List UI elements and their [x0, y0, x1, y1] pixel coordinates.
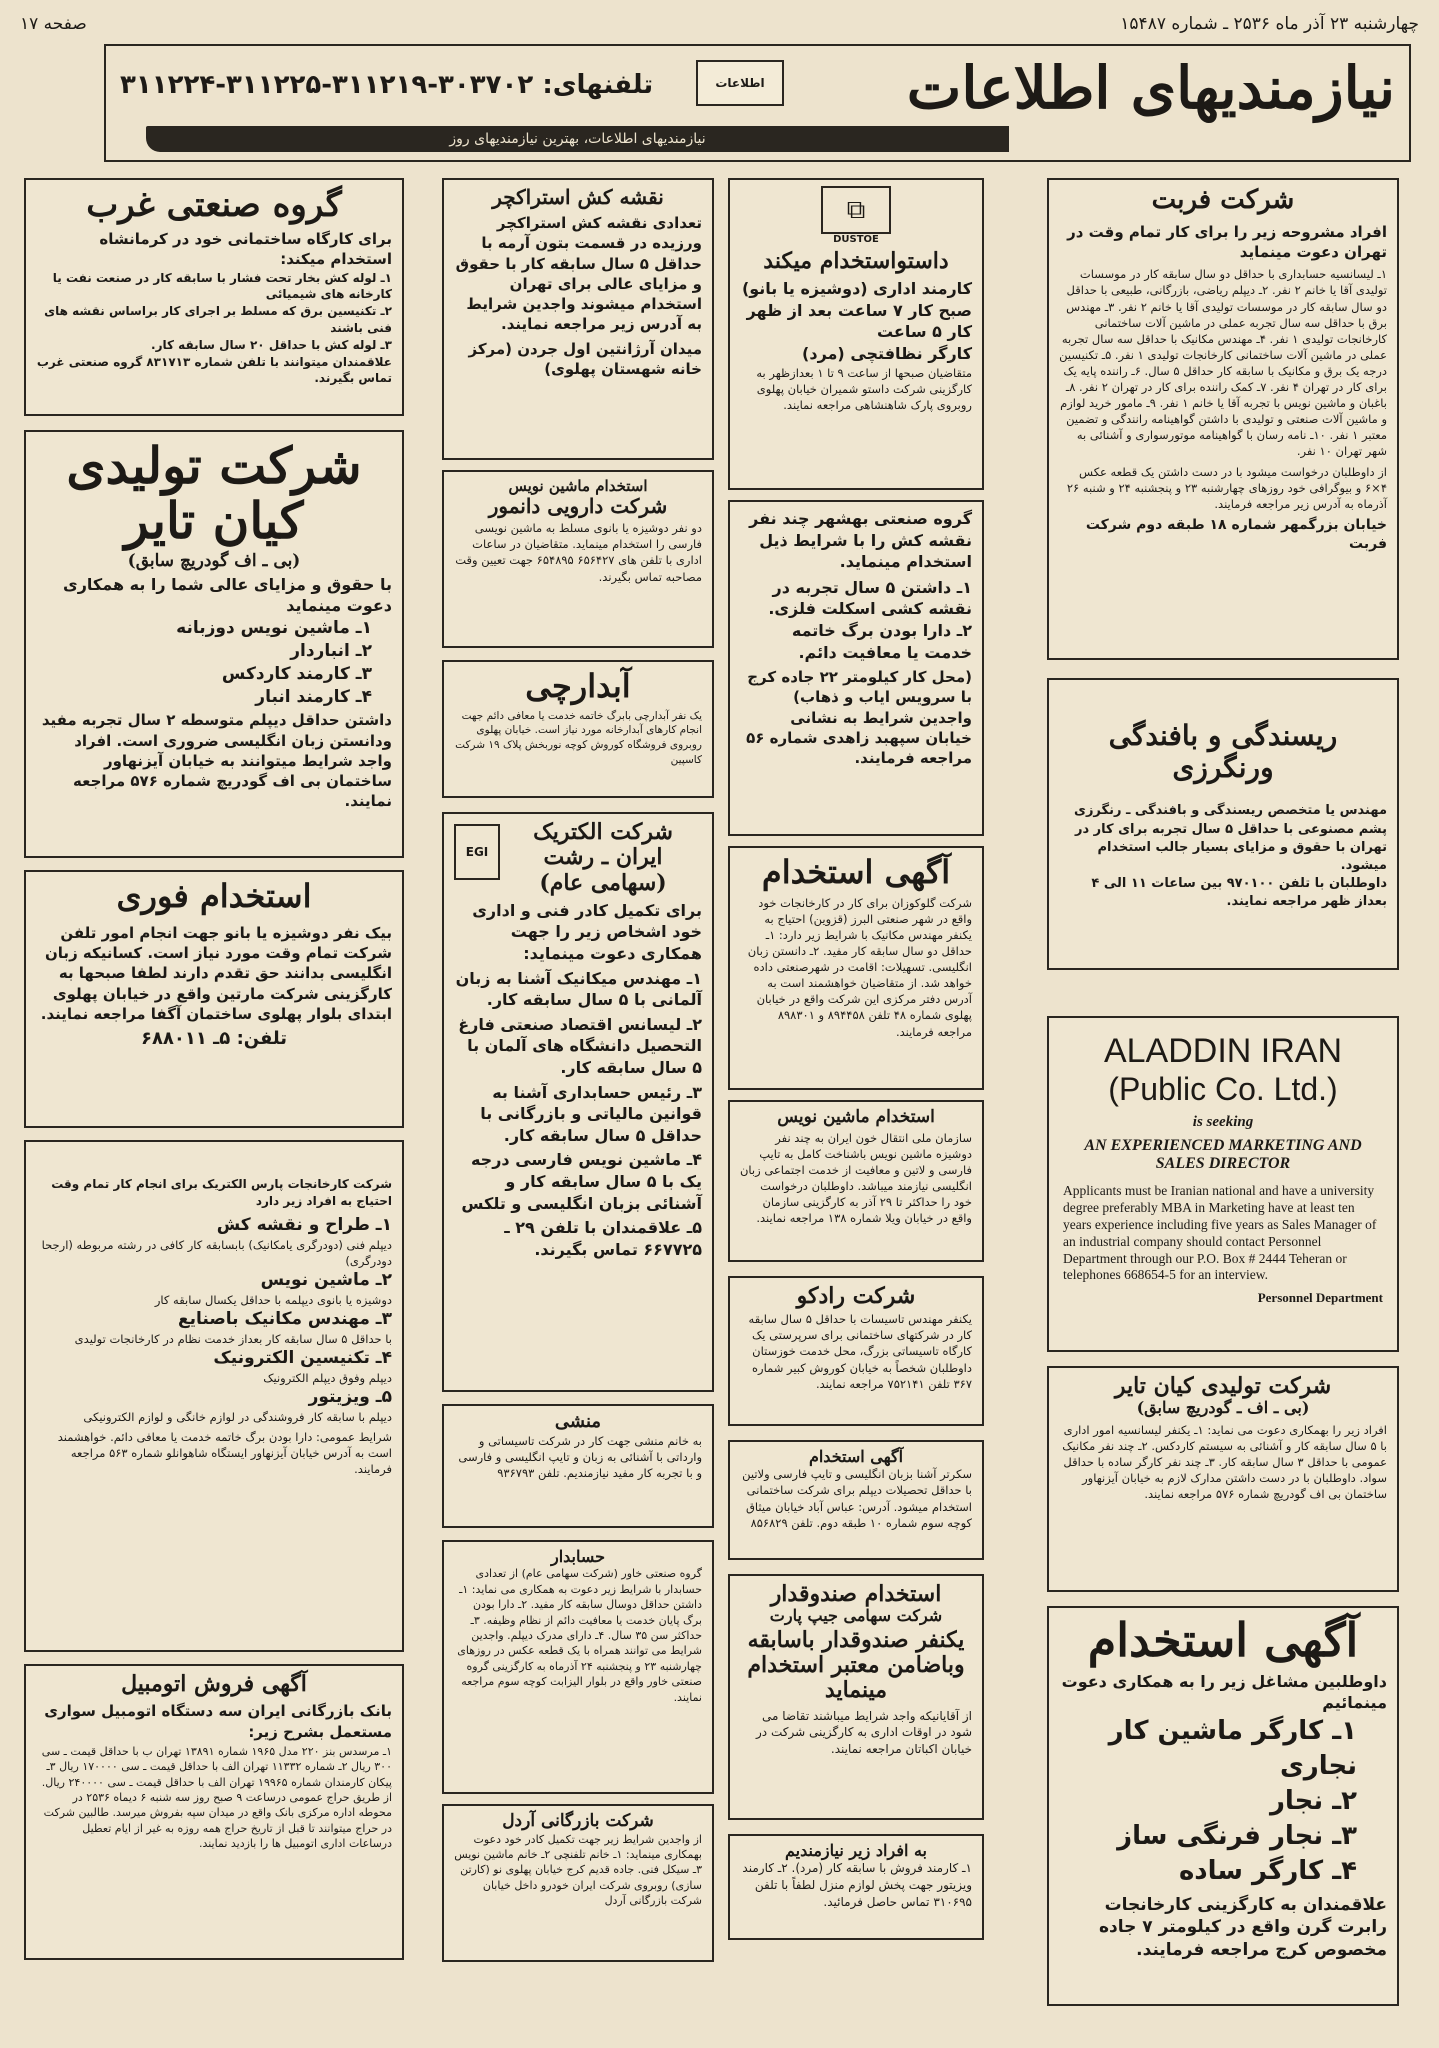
ad-ardel [442, 1804, 714, 1962]
job-item: ۴ـ تکنیسین الکترونیک [213, 1347, 392, 1368]
phone-numbers: تلفنهای: ۳۰۳۷۰۲-۳۱۱۲۱۹-۳۱۱۲۲۵-۳۱۱۲۲۴ [120, 70, 654, 100]
ad-agahi-glucosan [728, 846, 984, 1090]
req-item: ۱ـ مهندس میکانیک آشنا به زبان آلمانی با ۵ سال سابقه کار. [455, 968, 702, 1010]
ad-naghshekesh [442, 178, 714, 460]
ad-title: شرکت بازرگانی آردل [502, 1811, 654, 1831]
ad-title: شرکت فربت [1151, 185, 1295, 215]
masthead [104, 44, 1411, 162]
ad-intro: افراد مشروحه زیر را برای کار تمام وقت در تهران دعوت مینماید [1067, 222, 1387, 262]
ad-title: آبدارچی [525, 667, 631, 705]
job-item: ۱ـ ماشین نویس دوزبانه [176, 617, 372, 638]
ad-body: بیک نفر دوشیزه یا بانو جهت انجام امور تلفن شرکت تمام وقت مورد نیاز است. کسانیکه زبان انگلیسی بدانند حق تقدم دارند لطفا صبحها به کارگزینی شرکت مارتین واقع در خیابان پهلوی ابتدای بلوار پهلوی ساختمان آگفا مراجعه نمایند. [40, 923, 392, 1023]
ad-dustoe [728, 178, 984, 490]
req-item: ۲ـ لیسانس اقتصاد صنعتی فارغ التحصیل دانشگاه های آلمان با ۵ سال سابقه کار. [458, 1014, 702, 1078]
ad-intro: شرکت کارخانجات پارس الکتریک برای انجام کار تمام وقت احتیاج به افراد زیر دارد [51, 1177, 392, 1208]
ad-body: ۱ـ مرسدس بنز ۲۲۰ مدل ۱۹۶۵ شماره ۱۳۸۹۱ تهران ب با حداقل قیمت ـ سی ۳۰۰ ریال ۲ـ شماره ۱۱۳۳۲ تهران الف با حداقل قیمت ـ سی ۱۷۰۰۰۰ ریال ۳ـ پیکان کارمندان شماره ۱۹۹۶۵ تهران الف با حداقل قیمت ـ سی ۲۴۰۰۰۰ ریال. از طریق حراج عمومی درساعت ۹ صبح روز سه شنبه ۶ دیماه ۲۵۳۶ در محوطه اداره مرکزی بانک واقع در میدان سپه بفروش میرسد. طالبین شرکت در حراج میتوانند تا قبل از تاریخ حراج همه روزه به غیر از ایام تعطیل درساعات اداری اتومبیل ها را بازدید نمایند. [41, 1744, 392, 1851]
ad-address: خیابان بزرگمهر شماره ۱۸ طبقه دوم شرکت فربت [1085, 516, 1387, 552]
ad-pars [24, 1140, 404, 1652]
ad-body: سکرتر آشنا بزبان انگلیسی و تایپ فارسی ولاتین با حداقل تحصیلات دیپلم برای شرکت ساختمانی استخدام میشود. آدرس: عباس آباد خیابان میثاق کوچه سوم شماره ۱۰ طبقه دوم. تلفن ۸۵۶۸۲۹ [742, 1467, 972, 1530]
ad-radco [728, 1276, 984, 1426]
ad-title: شرکت تولیدی کیان تایر [66, 436, 362, 550]
job-item: ۲ـ انباردار [290, 640, 372, 661]
ad-blood [728, 1100, 984, 1262]
ad-farbod [1047, 178, 1399, 660]
ad-note: (محل کار کیلومتر ۲۲ جاده کرج با سرویس ایاب و ذهاب) واجدین شرایط به نشانی خیابان سپهبد زاهدی شماره ۵۶ مراجعه فرمایند. [746, 668, 972, 768]
ad-electric [442, 812, 714, 1392]
job-item: ۴ـ کارمند انبار [255, 686, 372, 707]
newspaper-logo: اطلاعات [696, 60, 784, 106]
ad-title: آگهی فروش اتومبیل [121, 1671, 307, 1697]
req-item: ۱ـ لوله کش بخار تحت فشار با سابقه کار در صنعت نفت یا کارخانه های شیمیائی [52, 270, 392, 302]
job-item: ۱ـ طراح و نقشه کش [216, 1214, 392, 1235]
ad-body: شرکت گلوکوزان برای کار در کارخانجات خود واقع در شهر صنعتی البرز (قزوین) احتیاج به یکنفر مهندس مکانیک با شرایط زیر دارد: ۱ـ حداقل دو سال سابقه کار مفید. ۲ـ دانستن زبان انگلیسی. تسهیلات: اقامت در شهرصنعتی داده خواهد شد. از متقاضیان خواهشمند است به آدرس دفتر مرکزی این شرکت واقع در خیابان پهلوی شماره ۴۸ تلفن ۸۹۴۴۵۸ و ۸۹۸۳۰۱ مراجعه فرمایند. [747, 895, 972, 1039]
ad-body: گروه صنعتی خاور (شرکت سهامی عام) از تعدادی حسابدار با شرایط زیر دعوت به همکاری می نماید: ۱ـ داشتن حداقل دوسال سابقه کار مفید. ۲ـ دارا بودن برگ پایان خدمت یا معافیت دائم از نظام وظیفه. ۳ـ حداکثر سن ۳۵ سال. ۴ـ دارای مدرک دیپلم. واجدین شرایط می توانند همراه با یک قطعه عکس در روزهای چهارشنبه ۲۳ و پنجشنبه ۲۴ آذرماه به کارگزینی گروه صنعتی خاور واقع در بلوار الیزابت کوچه سوم مراجعه نمایند. [457, 1567, 702, 1704]
ad-body: مهندس یا متخصص ریسندگی و بافندگی ـ رنگرزی پشم مصنوعی با حداقل ۵ سال تجربه برای کار در تهران با حقوق و مزایای بسیار جالب استخدام میشود. [1074, 803, 1387, 873]
ad-rismandegi [1047, 678, 1399, 970]
ad-address: میدان آرژانتین اول جردن (مرکز خانه شهستان پهلوی) [468, 339, 702, 378]
ad-title: آگهی استخدام [1087, 1613, 1359, 1667]
ad-items: ۱ـ لیسانسیه حسابداری با حداقل دو سال سابقه کار در موسسات تولیدی آقا یا خانم ۲ نفر. ۲ـ دیپلم ریاضی، بازرگانی، طبیعی با حداقل دو سال سابقه کار در موسسات تولیدی آقا یا خانم ۲ نفر. ۳ـ مهندس برق با حداقل سه سال تجربه عملی در ماشین آلات ساختمانی کارخانجات تولیدی ۱ نفر. ۴ـ مهندس مکانیک با حداقل سه سال تجربه عملی در ماشین آلات ساختمانی کارخانجات تولیدی ۱ نفر. ۵ـ تکنیسین درجه یک برق و مکانیک با سابقه کار حداقل ۵ سال. ۶ـ راننده پایه یک برای کار در تهران ۴ نفر. ۷ـ کمک راننده برای کار در تهران ۲ نفر. ۸ـ باغبان و ماشین نویس با تجربه آقا یا خانم ۱ نفر. ۹ـ مامور خرید لوازم و ماشین آلات صنعتی و تولیدی با داشتن گواهینامه رانندگی و تضمین معتبر ۱ نفر. ۱۰ـ نامه رسان با گواهینامه موتورسواری و آشنائی به شهر تهران ۱۰ نفر. [1059, 267, 1387, 459]
ad-title: داستواستخدام میکند [763, 248, 949, 274]
ad-body: کارمند اداری (دوشیزه یا بانو) صبح کار ۷ ساعت بعد از ظهر کار ۵ ساعت [741, 279, 972, 342]
job-item: ۵ـ ویزیتور [308, 1386, 392, 1407]
ad-phone: تلفن: ۵ـ ۶۸۸۰۱۱ [140, 1028, 288, 1050]
job-item: ۲ـ نجار [1269, 1786, 1357, 1817]
ad-kiantire-small [1047, 1366, 1399, 1592]
ad-subtitle: (بی ـ اف ـ گودریچ سابق) [1136, 1398, 1310, 1418]
ad-title: نقشه کش استراکچر [492, 185, 664, 209]
ad-jeep [728, 1574, 984, 1820]
ad-title: آگهی استخدام [808, 1447, 904, 1466]
ad-body: دو نفر دوشیزه یا بانوی مسلط به ماشین نویسی فارسی را استخدام مینماید. متقاضیان در ساعات اداری با تلفن های ۶۵۶۴۲۷ ۶۵۴۸۹۵ جهت تعیین وقت مصاحبه تماس بگیرند. [455, 521, 702, 584]
ad-body: یک نفر آبدارچی بابرگ خاتمه خدمت یا معافی دائم جهت انجام کارهای آبدارخانه مورد نیاز است. خیابان پهلوی روبروی فروشگاه کوروش کوچه نوربخش پلاک ۱۹ شرکت کاسپین [455, 709, 702, 766]
req-item: ۳ـ لوله کش با حداقل ۲۰ سال سابقه کار. [151, 337, 392, 352]
ad-intro: با حقوق و مزایای عالی شما را به همکاری دعوت مینماید [63, 574, 392, 616]
job-item: ۲ـ ماشین نویس [260, 1269, 392, 1290]
req-item: ۴ـ ماشین نویس فارسی درجه یک با ۵ سال سابقه کار و آشنائی بزبان انگلیسی و تلکس [461, 1150, 702, 1213]
ad-body: سازمان ملی انتقال خون ایران به چند نفر دوشیزه ماشین نویس باشناخت کامل به تایپ فارسی و لاتین و معافیت از خدمت اجتماعی زبان انگلیسی نیازمند میباشد. داوطلبان درخواست خود را حداکثر تا ۲۹ آذر به کارگزینی سازمان واقع در خیابان ویلا شماره ۱۳۸ مراجعه نمایند. [739, 1130, 972, 1226]
company-name: ALADDIN IRAN [1103, 1032, 1343, 1070]
req-item: ۱ـ داشتن ۵ سال تجربه در نقشه کشی اسکلت فلزی. [768, 577, 972, 619]
ad-daroui [442, 470, 714, 648]
ad-footer: شرایط عمومی: دارا بودن برگ خاتمه خدمت یا معافی دائم. خواهشمند است به آدرس خیابان آیزنهاور ایستگاه شاهوانلو شماره ۵۶۳ مراجعه فرمایند. [57, 1429, 392, 1477]
ad-contact: علاقمندان میتوانند با تلفن شماره ۸۳۱۷۱۳ گروه صنعتی غرب تماس بگیرند. [36, 354, 392, 386]
ad-contact: متقاضیان صبحها از ساعت ۹ تا ۱ بعدازظهر به کارگزینی شرکت داستو شمیران خیابان پهلوی روبروی پارک شاهنشاهی مراجعه نمایند. [756, 365, 972, 412]
logo-text: DUSTOE [833, 234, 879, 245]
signature: Personnel Department [1257, 1290, 1383, 1306]
ad-fori [24, 870, 404, 1128]
ad-headline: یکنفر صندوقدار باسابقه وباضامن معتبر استخدام مینماید [747, 1626, 965, 1704]
ad-title: شرکت الکتریک ایران ـ رشت (سهامی عام) [533, 819, 673, 896]
position-title: AN EXPERIENCED MARKETING AND SALES DIRECTOR [1084, 1137, 1362, 1172]
req-item: ۳ـ رئیس حسابداری آشنا به قوانین مالیاتی و بازرگانی با حداقل ۵ سال سابقه کار. [480, 1082, 702, 1145]
page-number: صفحه ۱۷ [20, 14, 87, 34]
job-detail: با حداقل ۵ سال سابقه کار بعداز خدمت نظام در کارخانجات تولیدی [74, 1331, 392, 1346]
ad-title: استخدام ماشین نویس [508, 477, 648, 495]
ad-sub: کارگر نظافتچی (مرد) [802, 344, 972, 364]
ad-agahi-secretary [728, 1440, 984, 1560]
ad-title: استخدام ماشین نویس [777, 1107, 935, 1127]
ad-automobile [24, 1664, 404, 1960]
ad-title: به افراد زیر نیازمندیم [784, 1841, 928, 1860]
ad-title: استخدام فوری [116, 877, 312, 915]
ad-monshi [442, 1404, 714, 1528]
job-detail: دیپلم فنی (دودرگری یامکانیک) بابسابقه کار کافی در رشته مربوطه (ارجحا دودرگری) [41, 1237, 392, 1268]
ad-title: استخدام صندوقدار [770, 1581, 942, 1607]
req-item: ۲ـ تکنیسین برق که مسلط بر اجرای کار براساس نقشه های فنی باشند [44, 304, 392, 335]
req-item: ۲ـ دارا بودن برگ خاتمه خدمت یا معافیت دائم. [791, 620, 972, 662]
req-item: ۵ـ علاقمندان با تلفن ۲۹ ـ ۶۶۷۷۲۵ تماس بگیرند. [504, 1218, 702, 1259]
top-dateline [20, 6, 1419, 42]
ad-body: تعدادی نقشه کش استراکچر ورزیده در قسمت بتون آرمه با حداقل ۵ سال سابقه کار با حقوق و مزایای عالی برای تهران استخدام میشوند واجدین شرایط به آدرس زیر مراجعه نمایند. [455, 214, 702, 334]
ad-company: شرکت سهامی جیپ پارت [769, 1606, 943, 1626]
ad-body: افراد زیر را بهمکاری دعوت می نماید: ۱ـ یکنفر لیسانسیه امور اداری با ۵ سال سابقه کار و آشنائی به سیستم کاردکس. ۲ـ چند نفر مکانیک عمومی با حداقل ۳ سال سابقه کار. ۳ـ چند نفر کارگر ساده با حداقل سواد. داوطلبان با در دست داشتن مدارک لازم به خیابان آیزنهاور ساختمان بی اف گودریچ شماره ۵۷۶ مراجعه نمایند. [1062, 1422, 1387, 1502]
ad-agahi-big [1047, 1606, 1399, 2006]
ad-title: حسابدار [550, 1547, 606, 1566]
ad-company: شرکت دارویی دانمور [488, 494, 668, 519]
ad-kiantire-big [24, 430, 404, 858]
job-item: ۳ـ مهندس مکانیک باصنایع [178, 1308, 392, 1329]
ad-title: گروه صنعتی غرب [86, 185, 342, 225]
ad-body: یکنفر مهندس تاسیسات با حداقل ۵ سال سابقه کار در شرکتهای ساختمانی برای سرپرستی یک کارگاه تاسیساتی بزرگ، محل خدمت خوزستان داوطلبان شخصاً به خیابان کوروش کبیر شماره ۳۶۷ تلفن ۷۵۲۱۴۱ مراجعه نمایند. [748, 1312, 972, 1391]
ad-title: منشی [554, 1411, 602, 1432]
ad-title: شرکت تولیدی کیان تایر [1114, 1373, 1332, 1399]
ad-body: ۱ـ کارمند فروش با سابقه کار (مرد). ۲ـ کارمند ویزیتور جهت پخش لوازم منزل لطفاً با تلفن ۳۱۰۶۹۵ تماس حاصل فرمائید. [742, 1861, 972, 1909]
ad-aladdin [1047, 1016, 1399, 1352]
ad-title: ریسندگی و بافندگی ورنگرزی [1108, 719, 1338, 785]
ad-body: Applicants must be Iranian national and have a university degree preferably MBA in Marketing have at least ten years experience including five years as Sales Manager of an industrial company should contact Personnel Department through our P.O. Box # 2444 Teheran or telephones 668654-5 for an interview. [1063, 1183, 1377, 1283]
ad-hesabdar [442, 1540, 714, 1794]
ad-intro: برای تکمیل کادر فنی و اداری خود اشخاص زیر را جهت همکاری دعوت مینماید: [472, 900, 702, 964]
ad-body: گروه صنعتی بهشهر چند نفر نقشه کش را با شرایط ذیل استخدام مینماید. [749, 509, 972, 572]
ad-title: شرکت رادکو [796, 1283, 916, 1309]
ad-footer: علاقمندان به کارگزینی کارخانجات رابرت گرن واقع در کیلومتر ۷ جاده مخصوص کرج مراجعه فرمایند. [1098, 1894, 1387, 1961]
issue-date: چهارشنبه ۲۳ آذر ماه ۲۵۳۶ ـ شماره ۱۵۴۸۷ [1120, 14, 1419, 34]
ad-body: به خانم منشی جهت کار در شرکت تاسیساتی و وارداتی با آشنائی به زبان و تایپ انگلیسی و فارسی و با تجربه کار مفید نیازمندیم. تلفن ۹۳۶۷۹۳ [458, 1433, 702, 1480]
ad-contact: داوطلبان با تلفن ۹۷۰۱۰۰ بین ساعات ۱۱ الی ۴ بعداز ظهر مراجعه نمایند. [1091, 876, 1387, 910]
ad-title: آگهی استخدام [761, 853, 951, 891]
job-item: ۳ـ کارمند کاردکس [221, 663, 372, 684]
ad-body: از واجدین شرایط زیر جهت تکمیل کادر خود دعوت بهمکاری مینماید: ۱ـ خانم تلفنچی ۲ـ خانم ماشین نویس ۳ـ سیکل فنی. جاده قدیم کرج خیابان پهلوی نو (کارتن سازی) روبروی شرکت ایران خودرو داخل خیابان شرکت بازرگانی آردل [454, 1832, 702, 1908]
ad-gharb [24, 178, 404, 416]
egi-logo-icon: EGI [454, 824, 500, 880]
ad-behshahr [728, 500, 984, 836]
company-type: (Public Co. Ltd.) [1108, 1071, 1338, 1107]
job-item: ۱ـ کارگر ماشین کار نجاری [1108, 1716, 1357, 1782]
ad-body: داشتن حداقل دیپلم متوسطه ۲ سال تجربه مفید ودانستن زبان انگلیسی ضروری است. افراد واجد شرایط میتوانند به خیابان آیزنهاور ساختمان بی اف گودریچ شماره ۵۷۶ مراجعه نمایند. [41, 711, 392, 811]
ad-body: از آقایانیکه واجد شرایط میباشند تقاضا می شود در اوقات اداری به کارگزینی شرکت در خیابان اکباتان مراجعه نمایند. [756, 1708, 972, 1757]
ad-niazmandim [728, 1834, 984, 1940]
ad-intro: داوطلبین مشاغل زیر را به همکاری دعوت مینمائیم [1061, 1671, 1387, 1713]
ad-subtitle: (بی ـ اف گودریچ سابق) [127, 551, 301, 571]
seeking-label: is seeking [1192, 1114, 1254, 1130]
ad-intro: برای کارگاه ساختمانی خود در کرمانشاه استخدام میکند: [99, 230, 392, 269]
paper-title: نیازمندیهای اطلاعات [906, 54, 1395, 122]
dustoe-logo-icon: ⧉ [821, 186, 891, 234]
job-detail: دیپلم وفوق دیپلم الکترونیک [263, 1370, 392, 1385]
job-item: ۴ـ کارگر ساده [1178, 1856, 1357, 1887]
masthead-strip: نیازمندیهای اطلاعات، بهترین نیازمندیهای روز [146, 126, 1009, 152]
job-detail: دوشیزه یا بانوی دیپلمه با حداقل یکسال سابقه کار [154, 1292, 392, 1307]
job-detail: دیپلم با سابقه کار فروشندگی در لوازم خانگی و لوازم الکترونیکی [83, 1409, 392, 1424]
job-item: ۳ـ نجار فرنگی ساز [1117, 1821, 1357, 1852]
ad-intro: بانک بازرگانی ایران سه دستگاه اتومبیل سواری مستعمل بشرح زیر: [44, 1702, 392, 1741]
ad-note: از داوطلبان درخواست میشود با در دست داشتن یک قطعه عکس ۴×۶ و بیوگرافی خود روزهای چهارشنبه ۲۳ و پنجشنبه ۲۴ و شنبه ۲۶ آذرماه به آدرس زیر مراجعه فرمایند. [1066, 464, 1387, 511]
ad-abdarchi [442, 660, 714, 798]
